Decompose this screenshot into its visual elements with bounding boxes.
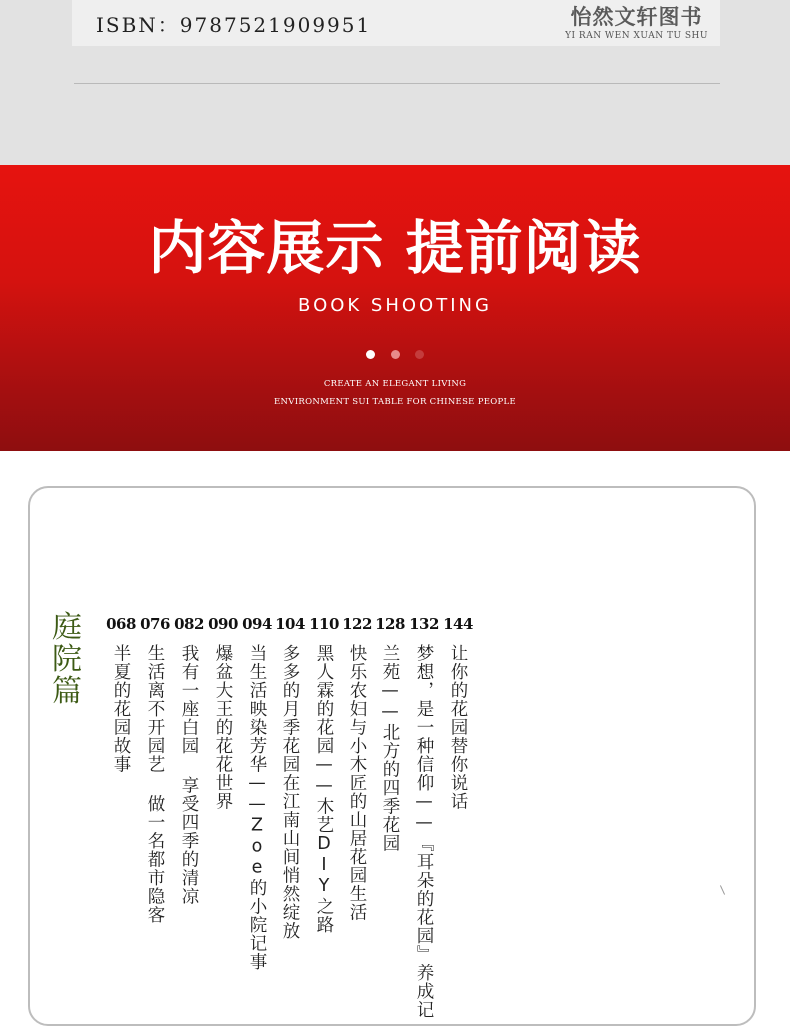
header-divider xyxy=(74,83,720,84)
brand-name-en: YI RAN WEN XUAN TU SHU xyxy=(565,31,708,41)
toc-chapter-title: 让你的花园替你说话 xyxy=(448,644,468,811)
section-title-char-1: 庭 xyxy=(52,610,82,645)
brand-logo xyxy=(565,4,708,42)
toc-entry xyxy=(273,616,307,940)
section-title-char-3: 篇 xyxy=(52,674,82,709)
toc-entry xyxy=(172,616,206,906)
toc-chapter-title: 黑人霖的花园——木艺DIY之路 xyxy=(314,644,334,934)
toc-chapter-title: 爆盆大王的花花世界 xyxy=(213,644,233,811)
banner-tagline-1: CREATE AN ELEGANT LIVING xyxy=(323,379,467,389)
toc-page-number: 122 xyxy=(342,615,372,633)
toc-entry xyxy=(441,616,475,811)
section-title-char-2: 院 xyxy=(52,642,82,677)
brand-name-cn: 怡然文轩图书 xyxy=(570,5,703,29)
toc-entry xyxy=(240,616,274,971)
toc-entry xyxy=(138,616,172,924)
toc-chapter-title: 当生活映染芳华——Zoe的小院记事 xyxy=(247,644,267,971)
carousel-dot-3[interactable] xyxy=(415,350,424,359)
toc-page-number: 104 xyxy=(275,615,305,633)
toc-page-number: 132 xyxy=(409,615,439,633)
toc-page-number: 082 xyxy=(174,615,204,633)
toc-entry xyxy=(340,616,374,922)
toc-chapter-title: 半夏的花园故事 xyxy=(111,644,131,774)
section-title xyxy=(47,612,87,708)
header-band xyxy=(0,0,790,165)
carousel-dots xyxy=(0,344,790,363)
toc-entry xyxy=(373,616,407,853)
banner-title: 内容展示 提前阅读 xyxy=(148,214,642,282)
toc-page-number: 076 xyxy=(140,615,170,633)
carousel-dot-1[interactable] xyxy=(366,350,375,359)
toc-chapter-title: 生活离不开园艺 做一名都市隐客 xyxy=(145,644,165,924)
toc-page-number: 110 xyxy=(309,615,339,633)
content-preview-banner xyxy=(0,165,790,451)
toc-page-number: 090 xyxy=(208,615,238,633)
toc-page-number: 144 xyxy=(443,615,473,633)
carousel-dot-2[interactable] xyxy=(391,350,400,359)
toc-entry xyxy=(407,616,441,1019)
toc-entry xyxy=(206,616,240,811)
toc-entry xyxy=(307,616,341,934)
isbn-strip xyxy=(72,0,720,46)
banner-tagline-2: ENVIRONMENT SUI TABLE FOR CHINESE PEOPLE xyxy=(274,397,516,407)
toc-page-number: 094 xyxy=(242,615,272,633)
toc-page-number: 128 xyxy=(375,615,405,633)
toc-chapter-title: 我有一座白园 享受四季的清凉 xyxy=(179,644,199,906)
banner-subtitle: BOOK SHOOTING xyxy=(298,295,492,316)
toc-chapter-title: 梦想，是一种信仰——『耳朵的花园』养成记 xyxy=(414,644,434,1019)
toc-chapter-title: 多多的月季花园在江南山间悄然绽放 xyxy=(280,644,300,940)
toc-entry xyxy=(104,616,138,774)
toc-chapter-title: 兰苑——北方的四季花园 xyxy=(380,644,400,853)
isbn-number: ISBN：9787521909951 xyxy=(96,13,372,37)
toc-page-number: 068 xyxy=(106,615,136,633)
toc-chapter-title: 快乐农妇与小木匠的山居花园生活 xyxy=(347,644,367,922)
